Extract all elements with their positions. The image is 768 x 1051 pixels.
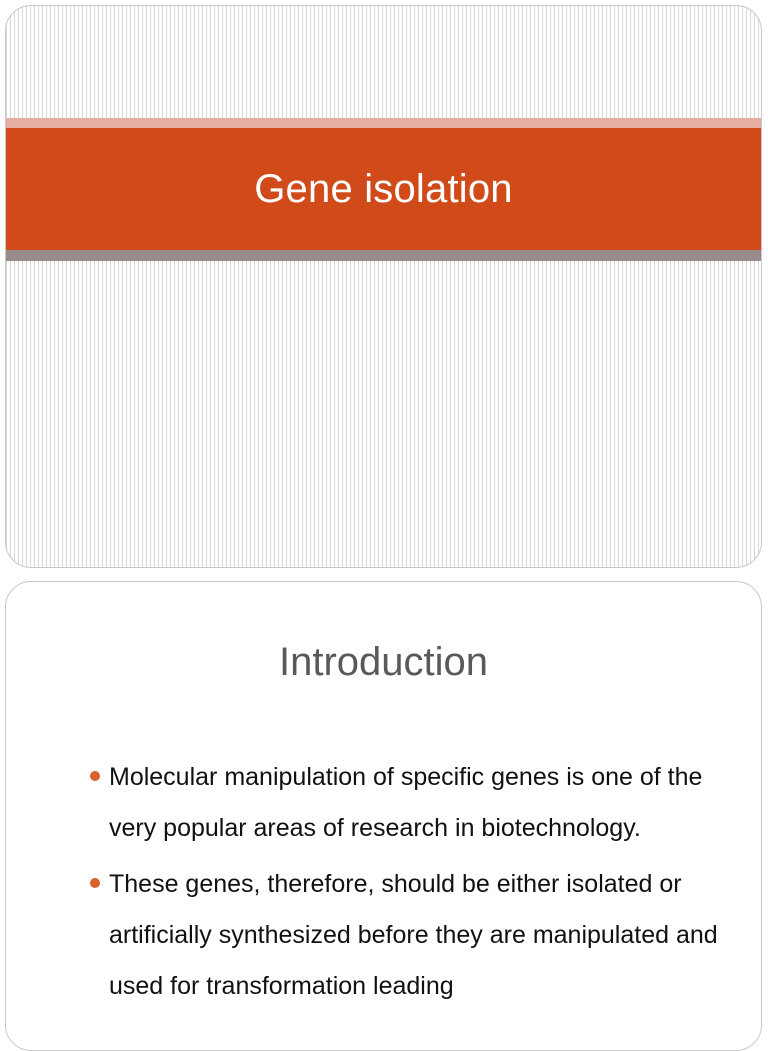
bullet-item xyxy=(86,752,726,854)
bullet-dot-icon xyxy=(90,878,100,888)
title-band xyxy=(6,128,761,250)
slide-heading: Introduction xyxy=(278,640,489,684)
title-slide xyxy=(5,5,762,568)
bullet-list xyxy=(86,752,726,1017)
bullet-item xyxy=(86,859,726,1012)
bullet-text: These genes, therefore, should be either isolated or artificially synthesized before they are manipulated and used for transformation leading xyxy=(109,870,718,1000)
slide-title: Gene isolation xyxy=(254,166,513,211)
title-top-accent-bar xyxy=(6,118,761,128)
introduction-slide xyxy=(5,581,762,1051)
bullet-text: Molecular manipulation of specific genes is one of the very popular areas of research in biotechnology. xyxy=(109,763,703,842)
title-bottom-accent-bar xyxy=(6,250,761,261)
bullet-dot-icon xyxy=(90,771,100,781)
